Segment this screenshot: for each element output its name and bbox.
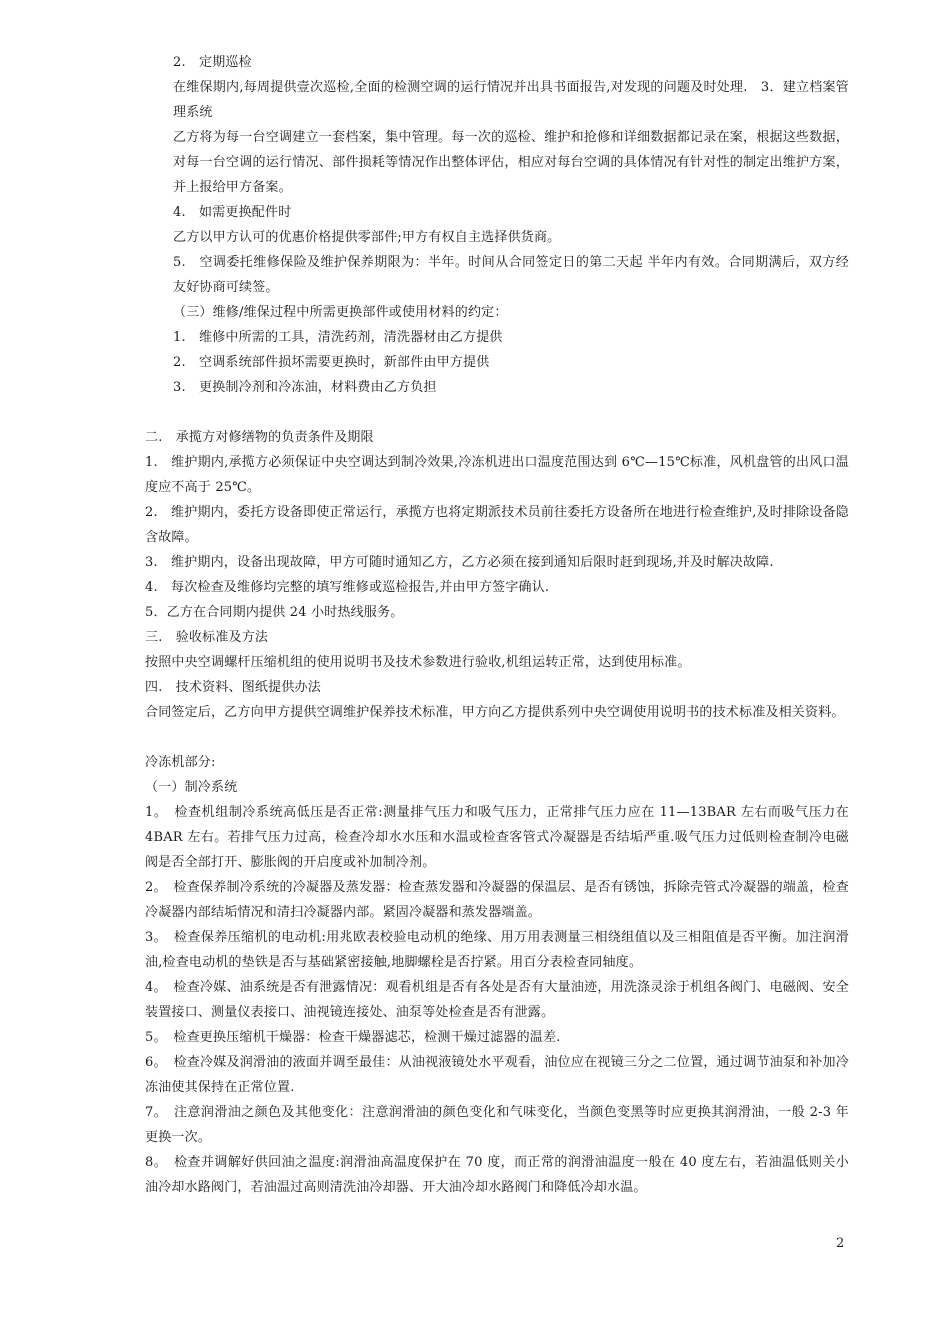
technical-docs-paragraph: 合同签定后，乙方向甲方提供空调维护保养技术标准，甲方向乙方提供系列中央空调使用说明书的技术标准及相关资料。 (145, 705, 845, 720)
chiller-item-6: 6。 检查冷媒及润滑油的液面并调至最佳：从油视液镜处水平观看，油位应在视镜三分之二位置，通过调节油泵和补加冷冻油使其保持在正常位置. (145, 1055, 849, 1095)
archive-paragraph: 乙方将为每一台空调建立一套档案，集中管理。每一次的巡检、维护和抢修和详细数据都记录在案，根据这些数据，对每一台空调的运行情况、部件损耗等情况作出整体评估，相应对每台空调的具体情况有针对性的制定出维护方案，并上报给甲方备案。 (173, 130, 849, 195)
chiller-section-heading: 冷冻机部分: (145, 755, 216, 770)
liability-item-5: 5．乙方在合同期内提供 24 小时热线服务。 (145, 605, 404, 620)
section-two-heading: 二. 承揽方对修缮物的负责条件及期限 (145, 430, 374, 445)
liability-item-1: 1. 维护期内,承揽方必须保证中央空调达到制冷效果,冷冻机进出口温度范围达到 6℃—15℃标准，风机盘管的出风口温度应不高于 25℃。 (145, 455, 849, 495)
refrigeration-system-heading: （一）制冷系统 (145, 780, 238, 795)
section-3-heading: （三）维修/维保过程中所需更换部件或使用材料的约定： (173, 305, 508, 320)
section-four-heading: 四. 技术资料、图纸提供办法 (145, 680, 321, 695)
acceptance-paragraph: 按照中央空调螺杆压缩机组的使用说明书及技术参数进行验收,机组运转正常，达到使用标准。 (145, 655, 691, 670)
liability-item-3: 3. 维护期内，设备出现故障，甲方可随时通知乙方，乙方必须在接到通知后限时赶到现场,并及时解决故障. (145, 555, 774, 570)
inspection-paragraph: 在维保期内,每周提供壹次巡检,全面的检测空调的运行情况并出具书面报告,对发现的问题及时处理. 3．建立档案管理系统 (173, 80, 849, 120)
liability-item-2: 2. 维护期内，委托方设备即使正常运行，承揽方也将定期派技术员前往委托方设备所在地进行检查维护,及时排除设备隐含故障。 (145, 505, 849, 545)
chiller-item-2: 2。 检查保养制冷系统的冷凝器及蒸发器：检查蒸发器和冷凝器的保温层、是否有锈蚀，拆除壳管式冷凝器的端盖，检查冷凝器内部结垢情况和清扫冷凝器内部。紧固冷凝器和蒸发器端盖。 (145, 880, 849, 920)
item-5-term: 5. 空调委托维修保险及维护保养期限为：半年。时间从合同签定日的第二天起 半年内有效。合同期满后，双方经友好协商可续签。 (173, 255, 849, 295)
item-4-parts: 4. 如需更换配件时 (173, 205, 292, 220)
liability-item-4: 4. 每次检查及维修均完整的填写维修或巡检报告,并由甲方签字确认. (145, 580, 550, 595)
page-number: 2 (836, 1236, 845, 1251)
materials-item-1: 1. 维修中所需的工具，清洗药剂，清洗器材由乙方提供 (173, 330, 503, 345)
materials-item-2: 2. 空调系统部件损坏需要更换时，新部件由甲方提供 (173, 355, 490, 370)
chiller-item-3: 3。 检查保养压缩机的电动机:用兆欧表校验电动机的绝缘、用万用表测量三相绕组值以及三相阻值是否平衡。加注润滑油,检查电动机的垫铁是否与基础紧密接触,地脚螺栓是否拧紧。用百分表检查同轴度。 (145, 930, 849, 970)
chiller-item-7: 7。 注意润滑油之颜色及其他变化：注意润滑油的颜色变化和气味变化，当颜色变黑等时应更换其润滑油，一般 2-3 年更换一次。 (145, 1105, 849, 1145)
item-2-periodic-inspection: 2. 定期巡检 (173, 55, 252, 70)
parts-paragraph: 乙方以甲方认可的优惠价格提供零部件;甲方有权自主选择供货商。 (173, 230, 561, 245)
chiller-item-8: 8。 检查并调解好供回油之温度:润滑油高温度保护在 70 度，而正常的润滑油温度一般在 40 度左右，若油温低则关小油冷却水路阀门，若油温过高则清洗油冷却器、开大油冷却水路阀门和降低冷却水温。 (145, 1155, 849, 1195)
chiller-item-5: 5。 检查更换压缩机干燥器：检查干燥器滤芯，检测干燥过滤器的温差. (145, 1030, 561, 1045)
chiller-item-1: 1。 检查机组制冷系统高低压是否正常:测量排气压力和吸气压力，正常排气压力应在 11—13BAR 左右而吸气压力在 4BAR 左右。若排气压力过高，检查冷却水水压和水温或检查客管式冷凝器是否结垢严重.吸气压力过低则检查制冷电磁阀是否全部打开、膨胀阀的开启度或补加制冷剂。 (145, 805, 849, 870)
chiller-item-4: 4。 检查冷媒、油系统是否有泄露情况：观看机组是否有各处是否有大量油迹，用洗涤灵涂于机组各阀门、电磁阀、安全装置接口、测量仪表接口、油视镜连接处、油泵等处检查是否有泄露。 (145, 980, 849, 1020)
section-three-heading: 三. 验收标准及方法 (145, 630, 269, 645)
materials-item-3: 3. 更换制冷剂和冷冻油，材料费由乙方负担 (173, 380, 437, 395)
